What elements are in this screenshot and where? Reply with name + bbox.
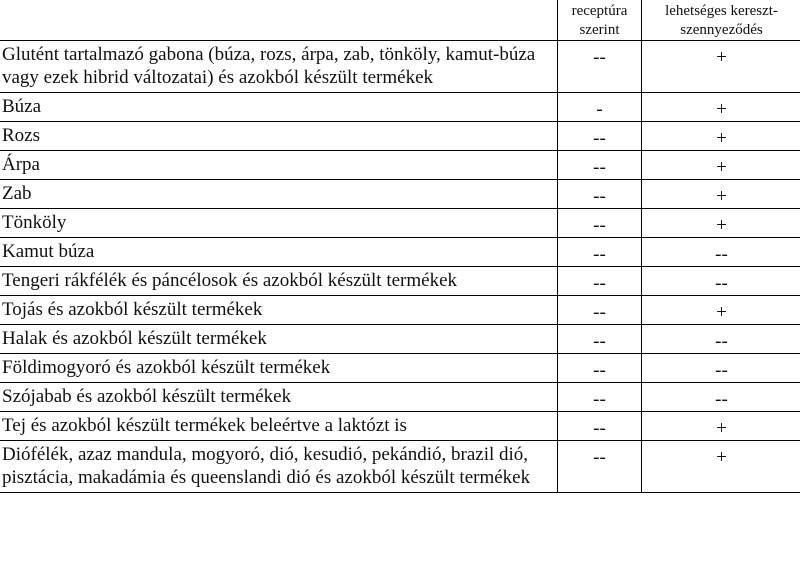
recipe-mark-cell: -- [558,383,642,412]
allergen-name-cell: Tönköly [0,209,558,238]
recipe-mark-cell: -- [558,441,642,493]
allergen-name-cell: Kamut búza [0,238,558,267]
cross-contamination-mark-cell: + [642,93,800,122]
allergen-name-cell: Tojás és azokból készült termékek [0,296,558,325]
allergen-name-cell: Glutént tartalmazó gabona (búza, rozs, árpa, zab, tönköly, kamut-búza vagy ezek hibrid változatai) és azokból készült termékek [0,41,558,93]
table-row [0,238,800,267]
cross-contamination-mark-cell: + [642,209,800,238]
allergen-name-cell: Zab [0,180,558,209]
cross-contamination-mark-cell: + [642,180,800,209]
cross-contamination-mark-cell: + [642,122,800,151]
header-recipe-line-2: szerint [579,22,620,38]
recipe-mark-cell: -- [558,354,642,383]
table-row [0,296,800,325]
allergen-name-cell: Tengeri rákfélék és páncélosok és azokból készült termékek [0,267,558,296]
table-row [0,383,800,412]
table-row [0,180,800,209]
recipe-mark-cell: -- [558,412,642,441]
table-row [0,267,800,296]
recipe-mark-cell: - [558,93,642,122]
cross-contamination-mark-cell: -- [642,325,800,354]
recipe-mark-cell: -- [558,151,642,180]
cross-contamination-mark-cell: -- [642,267,800,296]
recipe-mark-cell: -- [558,238,642,267]
table-row [0,441,800,493]
header-cross-line-2: szennyeződés [680,22,763,38]
allergen-name-cell: Földimogyoró és azokból készült termékek [0,354,558,383]
cross-contamination-mark-cell: -- [642,238,800,267]
header-recipe-line-1: receptúra [571,3,628,19]
cross-contamination-mark-cell: -- [642,383,800,412]
table-row [0,93,800,122]
header-cell-recipe [558,0,642,41]
table-row [0,122,800,151]
recipe-mark-cell: -- [558,325,642,354]
table-body [0,41,800,493]
recipe-mark-cell: -- [558,267,642,296]
header-cross-line-1: lehetséges kereszt- [665,3,778,19]
allergen-name-cell: Szójabab és azokból készült termékek [0,383,558,412]
header-cell-cross-contamination [642,0,800,41]
recipe-mark-cell: -- [558,296,642,325]
recipe-mark-cell: -- [558,209,642,238]
recipe-mark-cell: -- [558,41,642,93]
header-row [0,0,800,41]
cross-contamination-mark-cell: + [642,412,800,441]
cross-contamination-mark-cell: + [642,296,800,325]
cross-contamination-mark-cell: -- [642,354,800,383]
table-row [0,325,800,354]
table-row [0,41,800,93]
table-row [0,209,800,238]
table-row [0,151,800,180]
table-row [0,412,800,441]
header-cell-item [0,0,558,41]
table-row [0,354,800,383]
cross-contamination-mark-cell: + [642,441,800,493]
allergen-name-cell: Tej és azokból készült termékek beleértve a laktózt is [0,412,558,441]
cross-contamination-mark-cell: + [642,41,800,93]
allergen-name-cell: Búza [0,93,558,122]
recipe-mark-cell: -- [558,122,642,151]
allergen-name-cell: Halak és azokból készült termékek [0,325,558,354]
allergen-name-cell: Árpa [0,151,558,180]
cross-contamination-mark-cell: + [642,151,800,180]
recipe-mark-cell: -- [558,180,642,209]
allergen-name-cell: Rozs [0,122,558,151]
allergen-name-cell: Diófélék, azaz mandula, mogyoró, dió, kesudió, pekándió, brazil dió, pisztácia, makadámia és queenslandi dió és azokból készült termékek [0,441,558,493]
